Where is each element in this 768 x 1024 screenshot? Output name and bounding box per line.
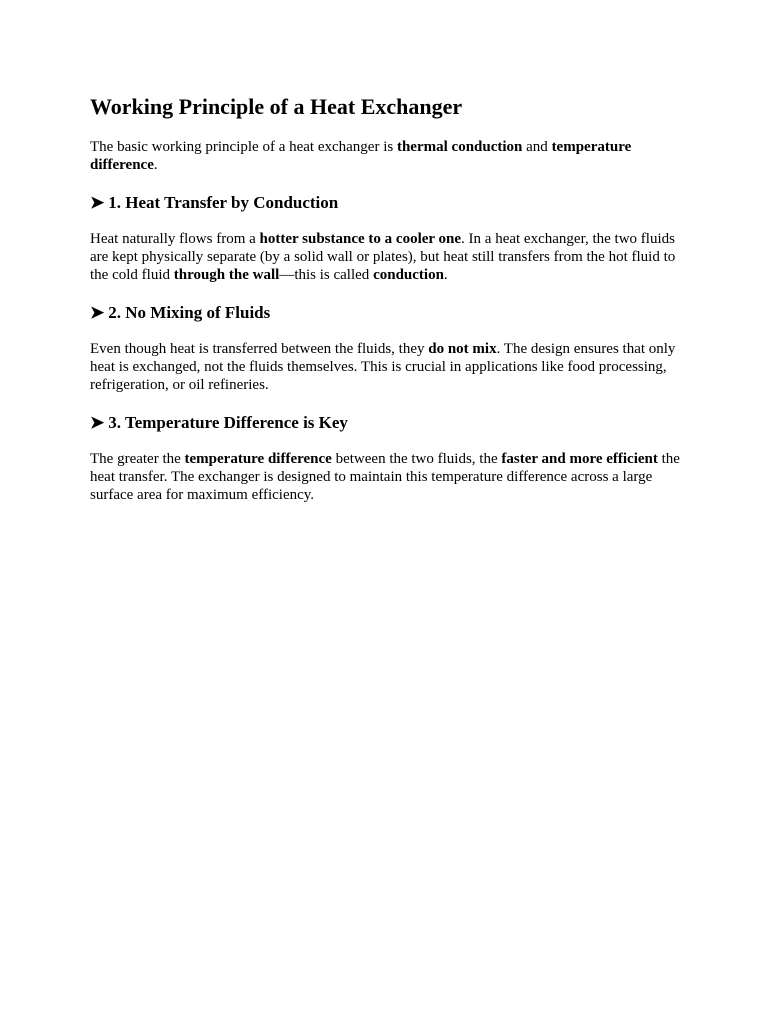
body-text: between the two fluids, the [331, 451, 502, 467]
section-heading-text: 1. Heat Transfer by Conduction [108, 193, 339, 212]
body-text: Even though heat is transferred between the fluids, they [90, 341, 429, 357]
body-bold: do not mix [428, 341, 497, 357]
intro-text: and [522, 139, 552, 155]
intro-bold: thermal conduction [396, 139, 523, 155]
body-text: . [443, 267, 448, 283]
section-body-temperature-difference [90, 450, 680, 504]
body-text: The greater the [90, 451, 185, 467]
page-title: Working Principle of a Heat Exchanger [90, 94, 463, 119]
body-bold: temperature difference [184, 451, 332, 467]
body-text: Heat naturally flows from a [90, 231, 260, 247]
body-bold: hotter substance to a cooler one [259, 231, 462, 247]
section-heading-conduction [90, 192, 680, 214]
section-heading-text: 3. Temperature Difference is Key [108, 413, 348, 432]
body-bold: through the wall [173, 267, 280, 283]
document-page [90, 92, 680, 522]
body-bold: faster and more efficient [501, 451, 658, 467]
intro-text: . [153, 157, 158, 173]
section-heading-text: 2. No Mixing of Fluids [108, 303, 271, 322]
intro-text: The basic working principle of a heat exchanger is [90, 139, 397, 155]
section-body-conduction [90, 230, 680, 284]
body-text: —this is called [279, 267, 374, 283]
arrow-icon: ➤ [90, 303, 105, 322]
section-heading-temperature-difference [90, 412, 680, 434]
body-text: the heat transfer. The exchanger is designed to maintain this temperature difference across a large surface area for maximum efficiency. [90, 451, 680, 503]
section-heading-no-mixing [90, 302, 680, 324]
section-body-no-mixing [90, 340, 680, 394]
arrow-icon: ➤ [90, 413, 105, 432]
body-text: . In a heat exchanger, the two fluids are kept physically separate (by a solid wall or plates), but heat still transfers from the hot fluid to the cold fluid [90, 231, 676, 283]
intro-bold: temperature difference [90, 139, 632, 173]
body-text: . The design ensures that only heat is exchanged, not the fluids themselves. This is crucial in applications like food processing, refrigeration, or oil refineries. [90, 341, 676, 393]
arrow-icon: ➤ [90, 193, 105, 212]
intro-paragraph [90, 138, 680, 174]
body-bold: conduction [373, 267, 444, 283]
